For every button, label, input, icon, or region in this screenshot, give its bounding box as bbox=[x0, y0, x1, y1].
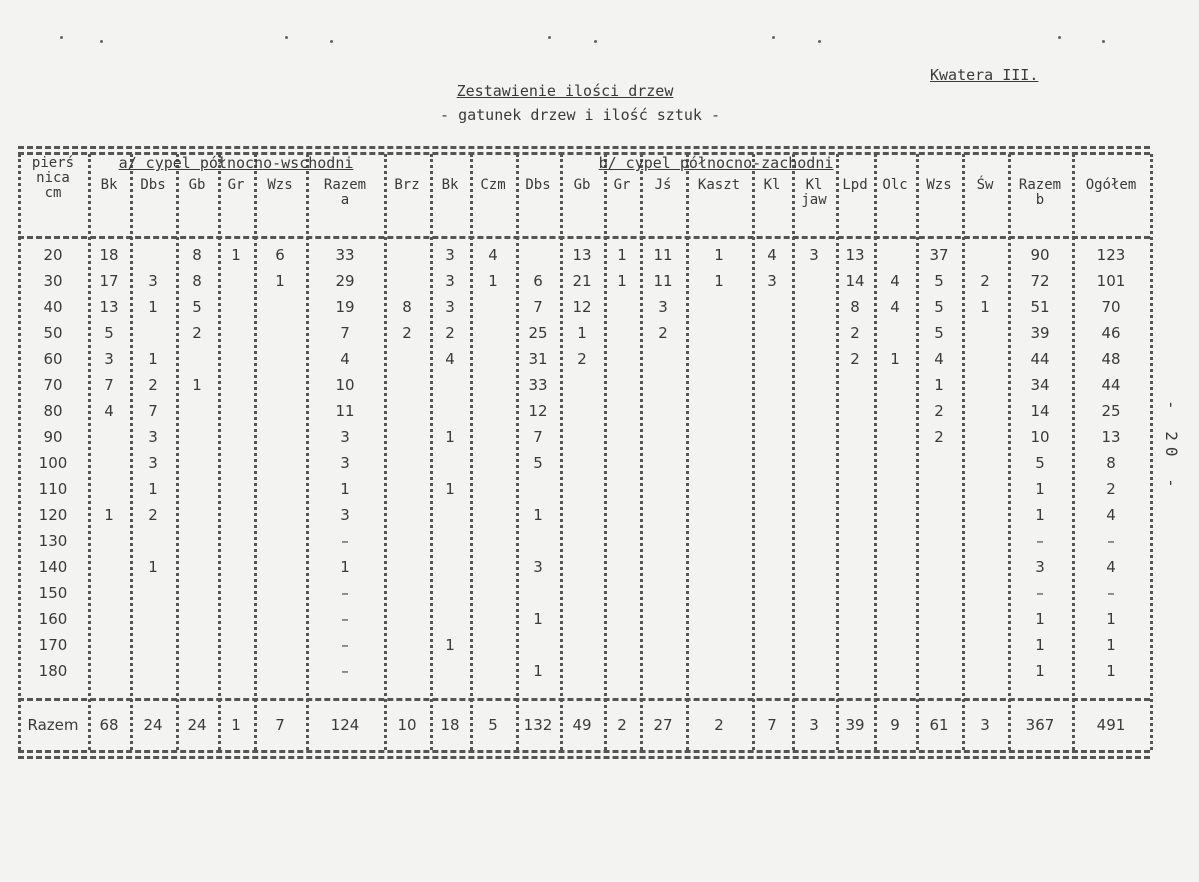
table-cell: 5 bbox=[192, 298, 202, 316]
column-divider bbox=[1150, 154, 1153, 750]
column-header bbox=[640, 178, 686, 193]
table-cell: 40 bbox=[43, 298, 63, 316]
column-header bbox=[686, 178, 752, 193]
column-header bbox=[218, 178, 254, 193]
table-cell: 14 bbox=[845, 272, 865, 290]
total-cell: 39 bbox=[845, 716, 865, 734]
column-header-line: Gr bbox=[227, 177, 245, 193]
table-cell: 29 bbox=[335, 272, 355, 290]
table-cell: 3 bbox=[148, 272, 158, 290]
table-cell: 2 bbox=[577, 350, 587, 368]
column-header bbox=[470, 178, 516, 193]
column-divider bbox=[916, 154, 919, 750]
total-cell: 9 bbox=[890, 716, 900, 734]
punch-mark bbox=[548, 36, 551, 39]
column-header-line: Razem bbox=[323, 177, 367, 193]
column-divider bbox=[792, 154, 795, 750]
table-cell: – bbox=[341, 662, 349, 680]
table-cell: – bbox=[1107, 584, 1115, 602]
column-header bbox=[176, 178, 218, 193]
table-cell: 33 bbox=[528, 376, 548, 394]
table-cell: – bbox=[1036, 532, 1044, 550]
table-cell: 31 bbox=[528, 350, 548, 368]
column-header-line: Dbs bbox=[140, 177, 166, 193]
table-cell: 1 bbox=[533, 662, 543, 680]
header-bottom-rule bbox=[18, 236, 1150, 239]
table-cell: 2 bbox=[445, 324, 455, 342]
table-cell: 1 bbox=[1106, 662, 1116, 680]
column-header-line: cm bbox=[44, 185, 62, 201]
table-cell: 1 bbox=[617, 246, 627, 264]
table-cell: 123 bbox=[1096, 246, 1126, 264]
table-cell: 1 bbox=[1106, 636, 1116, 654]
column-divider bbox=[88, 154, 91, 750]
table-cell: 80 bbox=[43, 402, 63, 420]
table-cell: 2 bbox=[148, 506, 158, 524]
total-cell: 61 bbox=[929, 716, 949, 734]
total-cell: 132 bbox=[523, 716, 553, 734]
column-divider bbox=[384, 154, 387, 750]
table-cell: 13 bbox=[1101, 428, 1121, 446]
table-bottom-rule-2 bbox=[18, 756, 1150, 759]
document-subtitle: - gatunek drzew i ilość sztuk - bbox=[440, 106, 720, 124]
column-header-line: Jś bbox=[654, 177, 672, 193]
total-top-rule bbox=[18, 698, 1150, 701]
table-bottom-rule bbox=[18, 750, 1150, 753]
column-divider bbox=[604, 154, 607, 750]
table-cell: 70 bbox=[43, 376, 63, 394]
table-cell: 1 bbox=[1035, 636, 1045, 654]
column-divider bbox=[130, 154, 133, 750]
column-header-line: Wzs bbox=[926, 177, 952, 193]
table-cell: 8 bbox=[850, 298, 860, 316]
table-cell: 1 bbox=[488, 272, 498, 290]
column-divider bbox=[254, 154, 257, 750]
table-cell: 11 bbox=[653, 246, 673, 264]
table-cell: 3 bbox=[148, 454, 158, 472]
table-cell: 1 bbox=[148, 350, 158, 368]
column-divider bbox=[470, 154, 473, 750]
table-cell: 160 bbox=[38, 610, 68, 628]
column-divider bbox=[18, 154, 21, 750]
punch-mark bbox=[330, 40, 333, 43]
table-cell: 2 bbox=[934, 402, 944, 420]
column-divider bbox=[752, 154, 755, 750]
column-divider bbox=[218, 154, 221, 750]
table-cell: 1 bbox=[533, 506, 543, 524]
table-cell: 17 bbox=[99, 272, 119, 290]
table-cell: 6 bbox=[275, 246, 285, 264]
table-cell: 2 bbox=[850, 324, 860, 342]
table-cell: 3 bbox=[658, 298, 668, 316]
table-cell: 2 bbox=[980, 272, 990, 290]
table-cell: 18 bbox=[99, 246, 119, 264]
total-cell: Razem bbox=[27, 716, 79, 734]
column-header-line: Lpd bbox=[842, 177, 868, 193]
table-cell: 4 bbox=[104, 402, 114, 420]
table-cell: 90 bbox=[43, 428, 63, 446]
column-header bbox=[792, 178, 836, 208]
total-cell: 5 bbox=[488, 716, 498, 734]
table-cell: 5 bbox=[934, 298, 944, 316]
table-cell: 2 bbox=[402, 324, 412, 342]
table-cell: 1 bbox=[1106, 610, 1116, 628]
column-divider bbox=[176, 154, 179, 750]
column-header bbox=[516, 178, 560, 193]
column-header-line: Czm bbox=[480, 177, 506, 193]
table-cell: 1 bbox=[148, 480, 158, 498]
punch-mark bbox=[1058, 36, 1061, 39]
table-cell: 7 bbox=[148, 402, 158, 420]
table-cell: 1 bbox=[231, 246, 241, 264]
total-cell: 18 bbox=[440, 716, 460, 734]
table-cell: 4 bbox=[445, 350, 455, 368]
group-b-label: b/ cypel północno-zachodni bbox=[598, 154, 834, 172]
table-cell: 3 bbox=[340, 506, 350, 524]
total-cell: 124 bbox=[330, 716, 360, 734]
table-cell: 140 bbox=[38, 558, 68, 576]
column-header-line: nica bbox=[36, 170, 70, 186]
column-header-line: Św bbox=[976, 177, 994, 193]
table-cell: 120 bbox=[38, 506, 68, 524]
column-header-line: Razem bbox=[1018, 177, 1062, 193]
table-cell: 5 bbox=[1035, 454, 1045, 472]
table-cell: 20 bbox=[43, 246, 63, 264]
table-cell: 33 bbox=[335, 246, 355, 264]
punch-mark bbox=[772, 36, 775, 39]
table-cell: 4 bbox=[1106, 558, 1116, 576]
column-divider bbox=[686, 154, 689, 750]
column-divider bbox=[1072, 154, 1075, 750]
total-cell: 1 bbox=[231, 716, 241, 734]
table-cell: 7 bbox=[104, 376, 114, 394]
table-cell: – bbox=[341, 532, 349, 550]
table-cell: – bbox=[341, 610, 349, 628]
table-cell: 12 bbox=[528, 402, 548, 420]
page-number: - 20 - bbox=[1162, 400, 1181, 494]
table-cell: 1 bbox=[445, 428, 455, 446]
table-cell: 1 bbox=[577, 324, 587, 342]
table-cell: 1 bbox=[1035, 480, 1045, 498]
punch-mark bbox=[60, 36, 63, 39]
table-cell: 1 bbox=[1035, 506, 1045, 524]
column-divider bbox=[1008, 154, 1011, 750]
document-title: Zestawienie ilości drzew bbox=[456, 82, 674, 100]
table-cell: 1 bbox=[1035, 662, 1045, 680]
column-header bbox=[88, 178, 130, 193]
table-cell: 44 bbox=[1030, 350, 1050, 368]
table-cell: 1 bbox=[104, 506, 114, 524]
column-header bbox=[1072, 178, 1150, 193]
table-cell: 8 bbox=[402, 298, 412, 316]
table-cell: 5 bbox=[104, 324, 114, 342]
total-cell: 3 bbox=[809, 716, 819, 734]
column-header-line: Dbs bbox=[525, 177, 551, 193]
column-divider bbox=[874, 154, 877, 750]
table-cell: 180 bbox=[38, 662, 68, 680]
table-cell: – bbox=[341, 636, 349, 654]
table-cell: 25 bbox=[528, 324, 548, 342]
group-a-header bbox=[88, 154, 384, 172]
table-cell: 5 bbox=[533, 454, 543, 472]
table-cell: 70 bbox=[1101, 298, 1121, 316]
table-cell: 19 bbox=[335, 298, 355, 316]
table-cell: 14 bbox=[1030, 402, 1050, 420]
total-cell: 2 bbox=[714, 716, 724, 734]
table-cell: 5 bbox=[934, 272, 944, 290]
punch-mark bbox=[818, 40, 821, 43]
table-cell: 8 bbox=[192, 272, 202, 290]
table-cell: 8 bbox=[192, 246, 202, 264]
table-cell: 10 bbox=[335, 376, 355, 394]
table-cell: 1 bbox=[980, 298, 990, 316]
table-cell: 44 bbox=[1101, 376, 1121, 394]
punch-mark bbox=[100, 40, 103, 43]
table-cell: 3 bbox=[533, 558, 543, 576]
table-cell: 1 bbox=[340, 480, 350, 498]
table-cell: 110 bbox=[38, 480, 68, 498]
table-cell: 100 bbox=[38, 454, 68, 472]
table-cell: 1 bbox=[533, 610, 543, 628]
table-cell: 1 bbox=[445, 480, 455, 498]
table-cell: 90 bbox=[1030, 246, 1050, 264]
total-cell: 27 bbox=[653, 716, 673, 734]
punch-mark bbox=[594, 40, 597, 43]
column-header bbox=[430, 178, 470, 193]
table-cell: 4 bbox=[340, 350, 350, 368]
total-cell: 68 bbox=[99, 716, 119, 734]
table-cell: 39 bbox=[1030, 324, 1050, 342]
column-header-line: Olc bbox=[882, 177, 908, 193]
table-cell: 46 bbox=[1101, 324, 1121, 342]
total-cell: 24 bbox=[143, 716, 163, 734]
column-divider bbox=[962, 154, 965, 750]
table-cell: 2 bbox=[1106, 480, 1116, 498]
table-cell: 30 bbox=[43, 272, 63, 290]
column-divider bbox=[516, 154, 519, 750]
total-cell: 2 bbox=[617, 716, 627, 734]
column-header bbox=[836, 178, 874, 193]
column-header-line: Brz bbox=[394, 177, 420, 193]
table-cell: 2 bbox=[934, 428, 944, 446]
column-header-line: Kl bbox=[763, 177, 781, 193]
table-cell: 4 bbox=[1106, 506, 1116, 524]
total-cell: 10 bbox=[397, 716, 417, 734]
group-a-label: a/ cypel północno-wschodni bbox=[118, 154, 354, 172]
table-cell: 1 bbox=[192, 376, 202, 394]
table-cell: 1 bbox=[275, 272, 285, 290]
table-cell: 25 bbox=[1101, 402, 1121, 420]
table-cell: 2 bbox=[658, 324, 668, 342]
table-cell: 10 bbox=[1030, 428, 1050, 446]
column-header-line: Kl bbox=[805, 177, 823, 193]
group-b-header bbox=[384, 154, 1048, 172]
table-cell: 3 bbox=[340, 454, 350, 472]
total-cell: 24 bbox=[187, 716, 207, 734]
table-cell: 3 bbox=[445, 246, 455, 264]
total-cell: 491 bbox=[1096, 716, 1126, 734]
column-header-line: Bk bbox=[441, 177, 459, 193]
table-top-rule bbox=[18, 146, 1150, 149]
table-cell: 1 bbox=[617, 272, 627, 290]
table-cell: 170 bbox=[38, 636, 68, 654]
column-divider bbox=[560, 154, 563, 750]
table-cell: 13 bbox=[99, 298, 119, 316]
total-cell: 3 bbox=[980, 716, 990, 734]
quarter-label: Kwatera III. bbox=[930, 66, 1039, 84]
table-cell: 8 bbox=[1106, 454, 1116, 472]
table-cell: 4 bbox=[890, 272, 900, 290]
total-cell: 7 bbox=[275, 716, 285, 734]
table-cell: 130 bbox=[38, 532, 68, 550]
table-cell: 48 bbox=[1101, 350, 1121, 368]
column-header bbox=[1008, 178, 1072, 208]
table-cell: 34 bbox=[1030, 376, 1050, 394]
total-cell: 7 bbox=[767, 716, 777, 734]
total-cell: 367 bbox=[1025, 716, 1055, 734]
column-header-line: Bk bbox=[100, 177, 118, 193]
table-cell: 2 bbox=[148, 376, 158, 394]
column-header-line: Gr bbox=[613, 177, 631, 193]
column-header bbox=[874, 178, 916, 193]
table-cell: 3 bbox=[809, 246, 819, 264]
column-header bbox=[384, 178, 430, 193]
column-header-line: a bbox=[340, 192, 350, 208]
table-cell: 1 bbox=[714, 246, 724, 264]
column-header-line: Kaszt bbox=[697, 177, 741, 193]
table-cell: 1 bbox=[148, 298, 158, 316]
table-cell: 1 bbox=[890, 350, 900, 368]
table-cell: 1 bbox=[1035, 610, 1045, 628]
column-divider bbox=[306, 154, 309, 750]
column-header bbox=[306, 178, 384, 208]
punch-mark bbox=[285, 36, 288, 39]
table-cell: 21 bbox=[572, 272, 592, 290]
table-cell: 4 bbox=[934, 350, 944, 368]
table-cell: 11 bbox=[653, 272, 673, 290]
table-cell: 6 bbox=[533, 272, 543, 290]
table-cell: 5 bbox=[934, 324, 944, 342]
column-header bbox=[130, 178, 176, 193]
column-divider bbox=[836, 154, 839, 750]
table-cell: – bbox=[341, 584, 349, 602]
table-cell: 1 bbox=[714, 272, 724, 290]
punch-mark bbox=[1102, 40, 1105, 43]
table-cell: 3 bbox=[445, 298, 455, 316]
total-cell: 49 bbox=[572, 716, 592, 734]
table-cell: 7 bbox=[533, 428, 543, 446]
column-header bbox=[254, 178, 306, 193]
table-cell: 12 bbox=[572, 298, 592, 316]
column-header bbox=[962, 178, 1008, 193]
column-header-line: b bbox=[1035, 192, 1045, 208]
table-cell: 72 bbox=[1030, 272, 1050, 290]
table-cell: 4 bbox=[890, 298, 900, 316]
table-cell: 3 bbox=[1035, 558, 1045, 576]
table-cell: 60 bbox=[43, 350, 63, 368]
table-cell: 7 bbox=[533, 298, 543, 316]
table-cell: 1 bbox=[148, 558, 158, 576]
table-cell: 3 bbox=[148, 428, 158, 446]
table-cell: – bbox=[1107, 532, 1115, 550]
table-cell: 1 bbox=[934, 376, 944, 394]
column-header bbox=[752, 178, 792, 193]
column-header bbox=[604, 178, 640, 193]
table-cell: 101 bbox=[1096, 272, 1126, 290]
column-header bbox=[916, 178, 962, 193]
table-cell: 11 bbox=[335, 402, 355, 420]
column-header-line: Gb bbox=[573, 177, 591, 193]
table-cell: 2 bbox=[192, 324, 202, 342]
column-divider bbox=[430, 154, 433, 750]
column-header-line: pierś bbox=[31, 155, 75, 171]
table-cell: 1 bbox=[445, 636, 455, 654]
table-cell: 2 bbox=[850, 350, 860, 368]
table-cell: 150 bbox=[38, 584, 68, 602]
table-cell: 13 bbox=[845, 246, 865, 264]
table-cell: 13 bbox=[572, 246, 592, 264]
table-cell: 3 bbox=[104, 350, 114, 368]
column-header-line: Ogółem bbox=[1085, 177, 1137, 193]
column-header-line: jaw bbox=[801, 192, 827, 208]
table-cell: – bbox=[1036, 584, 1044, 602]
column-header-line: Wzs bbox=[267, 177, 293, 193]
column-header-line: Gb bbox=[188, 177, 206, 193]
column-header bbox=[18, 156, 88, 201]
table-cell: 3 bbox=[445, 272, 455, 290]
table-cell: 3 bbox=[767, 272, 777, 290]
table-cell: 51 bbox=[1030, 298, 1050, 316]
table-cell: 37 bbox=[929, 246, 949, 264]
column-divider bbox=[640, 154, 643, 750]
table-cell: 3 bbox=[340, 428, 350, 446]
table-cell: 1 bbox=[340, 558, 350, 576]
table-cell: 7 bbox=[340, 324, 350, 342]
table-cell: 50 bbox=[43, 324, 63, 342]
column-header bbox=[560, 178, 604, 193]
table-cell: 4 bbox=[488, 246, 498, 264]
table-cell: 4 bbox=[767, 246, 777, 264]
